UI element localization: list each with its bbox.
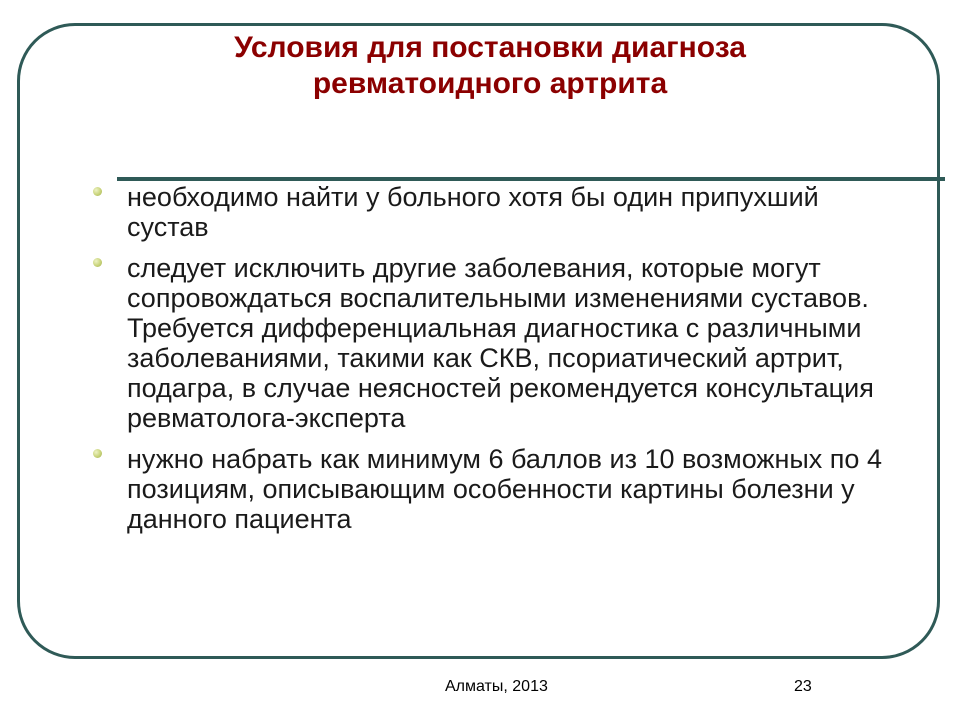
footer-city-year: Алматы, 2013 bbox=[445, 678, 548, 695]
bullet-dot-icon bbox=[93, 258, 102, 267]
bullet-item bbox=[90, 182, 900, 242]
title-divider bbox=[117, 177, 945, 181]
title-line-1: Условия для постановки диагноза bbox=[234, 31, 746, 64]
slide-title bbox=[120, 30, 860, 102]
bullet-dot-icon bbox=[93, 449, 102, 458]
bullet-dot-icon bbox=[93, 187, 102, 196]
bullet-list bbox=[90, 182, 900, 545]
bullet-item bbox=[90, 444, 900, 534]
bullet-item bbox=[90, 253, 900, 433]
footer-page-number: 23 bbox=[794, 678, 812, 695]
bullet-text: нужно набрать как минимум 6 баллов из 10 возможных по 4 позициям, описывающим особенности картины болезни у данного пациента bbox=[127, 444, 882, 534]
title-line-2: ревматоидного артрита bbox=[312, 67, 668, 100]
bullet-text: следует исключить другие заболевания, которые могут сопровождаться воспалительными изменениями суставов. Требуется дифференциальная диагностика с различными заболеваниями, такими как СКВ, псориатический артрит, подагра, в случае неясностей рекомендуется консультация ревматолога-эксперта bbox=[127, 253, 874, 433]
bullet-text: необходимо найти у больного хотя бы один припухший сустав bbox=[127, 182, 819, 242]
